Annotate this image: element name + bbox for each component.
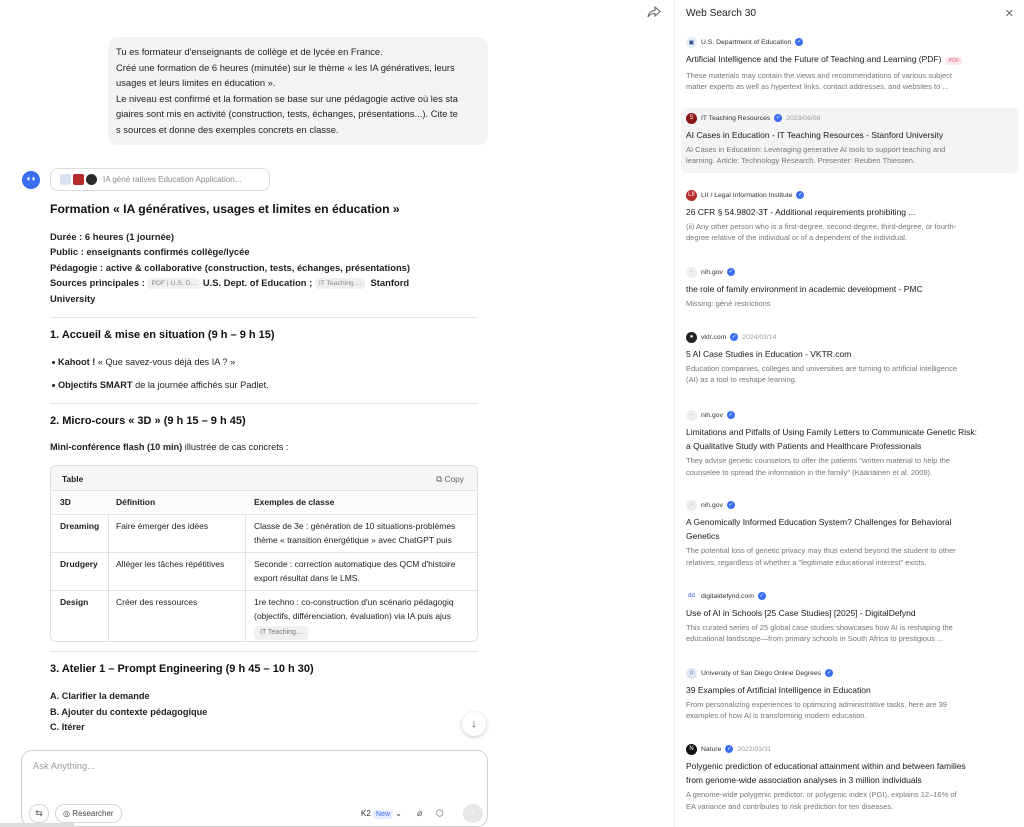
source-name: vktr.com bbox=[701, 333, 727, 341]
search-result[interactable] bbox=[681, 407, 1019, 478]
source-favicon-icon: ▣ bbox=[686, 37, 697, 48]
column-header: 3D bbox=[60, 497, 71, 507]
settings-toggle-icon[interactable]: ⇆ bbox=[29, 804, 49, 823]
description-line: relatives, regardless of whether a "legitimate educational interest" exists. bbox=[686, 557, 927, 567]
result-title-text: A Genomically Informed Education System? Challenges for Behavioral bbox=[686, 517, 952, 527]
arrow-down-icon: ↓ bbox=[471, 718, 477, 730]
result-title-text: Artificial Intelligence and the Future of Teaching and Learning (PDF) bbox=[686, 54, 942, 64]
bold-text: Kahoot ! bbox=[58, 357, 96, 367]
verified-icon: ✓ bbox=[732, 334, 737, 340]
table-cell: export résultat dans le LMS. bbox=[254, 573, 360, 583]
result-description bbox=[686, 363, 1014, 385]
web-search-panel bbox=[674, 0, 1024, 827]
table-cell: 1re techno : co-construction d'un scénario pédagogiq bbox=[254, 597, 454, 607]
result-source bbox=[686, 665, 1014, 679]
user-line: Créé une formation de 6 heures (minutée) sur le thème « les IA génératives, leurs bbox=[116, 61, 455, 73]
value: University bbox=[50, 292, 96, 304]
table-row bbox=[51, 553, 478, 591]
column-header: Exemples de classe bbox=[254, 497, 335, 507]
result-title-text: 39 Examples of Artificial Intelligence in Education bbox=[686, 685, 871, 695]
result-date: 2023/06/08 bbox=[786, 114, 821, 122]
result-title-text: Polygenic prediction of educational attainment within and between families bbox=[686, 761, 966, 771]
list-item bbox=[58, 355, 235, 369]
user-message bbox=[108, 37, 488, 145]
chevron-down-icon: ⌄ bbox=[395, 809, 402, 818]
description-line: matter experts as well as hypertext links, contact addresses, and websites to ... bbox=[686, 82, 949, 92]
researcher-button[interactable] bbox=[55, 804, 122, 823]
value: Stanford bbox=[370, 277, 410, 289]
table-header-row bbox=[51, 491, 478, 515]
description-line: From personalizing experiences to optimizing administrative tasks, here are 39 bbox=[686, 700, 947, 710]
pdf-badge: PDF bbox=[945, 57, 962, 65]
table-cell: (objectifs, différenciation, évaluation) via IA puis ajus bbox=[254, 611, 451, 621]
result-title[interactable] bbox=[686, 128, 1014, 142]
divider bbox=[50, 403, 478, 404]
description-line: learning. Article: Technology Research. Presenter: Reuben Thiessen. bbox=[686, 156, 916, 166]
value: enseignants confirmés collège/lycée bbox=[86, 246, 250, 258]
label: Sources principales : bbox=[50, 277, 148, 289]
result-source bbox=[686, 329, 1014, 343]
list-item: B. Ajouter du contexte pédagogique bbox=[50, 707, 208, 717]
result-description bbox=[686, 144, 1014, 166]
result-source bbox=[686, 497, 1014, 511]
chat-input[interactable]: Ask Anything... bbox=[33, 760, 96, 771]
section-title: 1. Accueil & mise en situation (9 h – 9 h 15) bbox=[50, 329, 275, 341]
cube-icon[interactable]: ⬡ bbox=[436, 808, 444, 818]
copy-button[interactable] bbox=[436, 474, 464, 485]
result-description bbox=[686, 298, 1014, 309]
result-title[interactable] bbox=[686, 425, 1014, 453]
table-cell: Classe de 3e : génération de 10 situations-problèmes bbox=[254, 521, 456, 531]
section-title: 2. Micro-cours « 3D » (9 h 15 – 9 h 45) bbox=[50, 415, 246, 427]
table-label: Table bbox=[62, 474, 84, 484]
list-item: A. Clarifier la demande bbox=[50, 691, 150, 701]
send-button[interactable] bbox=[463, 804, 483, 823]
source-favicon-icon: S bbox=[686, 113, 697, 124]
table-row bbox=[51, 515, 478, 553]
result-source bbox=[686, 34, 1014, 48]
scroll-down-button[interactable] bbox=[462, 712, 486, 736]
close-icon[interactable]: ✕ bbox=[1004, 8, 1014, 20]
label: Durée : bbox=[50, 231, 85, 242]
copy-label: Copy bbox=[444, 474, 464, 484]
result-source bbox=[686, 110, 1014, 124]
verified-icon: ✓ bbox=[826, 670, 832, 676]
result-title[interactable] bbox=[686, 683, 1014, 697]
result-title[interactable] bbox=[686, 52, 1014, 68]
source-favicon-icon: ⌂ bbox=[686, 668, 697, 679]
text: « Que savez-vous déjà des IA ? » bbox=[95, 357, 236, 367]
table-cell: Dreaming bbox=[60, 521, 100, 531]
text: illustrée de cas concrets : bbox=[182, 442, 289, 452]
bold-text: Objectifs SMART bbox=[58, 380, 133, 390]
source-name: nih.gov bbox=[701, 501, 723, 509]
source-favicon-icon bbox=[60, 174, 71, 185]
description-line: Missing: géné restrictions bbox=[686, 299, 771, 309]
search-result[interactable] bbox=[681, 34, 1019, 93]
source-favicon-icon: ◦ bbox=[686, 410, 697, 421]
source-favicon-icon: ◦ bbox=[686, 500, 697, 511]
user-line: s sources et donne des exemples concrets en classe. bbox=[116, 123, 339, 135]
result-title-text: Limitations and Pitfalls of Using Family Letters to Communicate Genetic Risk: bbox=[686, 427, 978, 437]
result-description bbox=[686, 622, 1014, 644]
sources-pill-label: IA géné ratives Education Application... bbox=[103, 175, 242, 184]
paragraph bbox=[50, 442, 288, 452]
table-row bbox=[51, 591, 478, 642]
value: active & collaborative (construction, tests, échanges, présentations) bbox=[105, 261, 411, 273]
source-favicon-icon: dd bbox=[686, 591, 697, 602]
result-source bbox=[686, 588, 1014, 602]
result-title[interactable] bbox=[686, 282, 1014, 296]
description-line: They advise genetic counselors to offer the patients "written material to help the bbox=[686, 456, 950, 466]
result-title[interactable] bbox=[686, 515, 1014, 543]
share-icon[interactable] bbox=[646, 4, 662, 20]
search-result[interactable] bbox=[681, 108, 1019, 173]
source-favicon-icon bbox=[86, 174, 97, 185]
result-title-text: 5 AI Case Studies in Education - VKTR.com bbox=[686, 349, 852, 359]
search-result[interactable] bbox=[681, 264, 1019, 309]
source-favicon-icon: N bbox=[686, 744, 697, 755]
source-name: nih.gov bbox=[701, 411, 723, 419]
verified-icon: ✓ bbox=[759, 593, 765, 599]
result-title[interactable] bbox=[686, 759, 1014, 787]
description-line: Education companies, colleges and universities are turning to artificial intelligence bbox=[686, 364, 957, 374]
description-line: (AI) as a tool to reshape learning. bbox=[686, 375, 797, 385]
list-item bbox=[58, 378, 269, 392]
result-source bbox=[686, 264, 1014, 278]
result-title-text: the role of family environment in academic development - PMC bbox=[686, 284, 923, 294]
text: de la journée affichés sur Padlet. bbox=[132, 380, 269, 390]
attach-icon[interactable]: ⌀ bbox=[417, 808, 423, 818]
result-title[interactable] bbox=[686, 606, 1014, 620]
description-line: degree relative of the individual or of a dependent of the individual. bbox=[686, 233, 907, 243]
source-favicon-icon: LII bbox=[686, 190, 697, 201]
verified-icon: ✓ bbox=[796, 39, 802, 45]
verified-icon: ✓ bbox=[728, 269, 734, 275]
verified-icon: ✓ bbox=[727, 746, 732, 752]
citation-chip[interactable]: IT Teaching ... bbox=[315, 278, 365, 289]
result-source bbox=[686, 187, 1014, 201]
label: Pédagogie : bbox=[50, 261, 106, 273]
user-line: Tu es formateur d'enseignants de collège et de lycée en France. bbox=[116, 46, 383, 57]
source-name: Nature bbox=[701, 745, 722, 753]
description-line: (ii) Any other person who is a first-degree, second-degree, third-degree, or fourth- bbox=[686, 222, 957, 232]
search-result[interactable] bbox=[681, 187, 1019, 244]
source-favicon-icon bbox=[73, 174, 84, 185]
divider bbox=[50, 651, 478, 652]
result-source bbox=[686, 407, 1014, 421]
verified-icon: ✓ bbox=[775, 115, 781, 121]
bold-text: Mini-conférence flash (10 min) bbox=[50, 442, 183, 452]
source-favicon-icon: ◦ bbox=[686, 267, 697, 278]
section-title: 3. Atelier 1 – Prompt Engineering (9 h 45 – 10 h 30) bbox=[50, 663, 314, 675]
result-description bbox=[686, 699, 1014, 721]
result-description bbox=[686, 455, 1014, 477]
arrow-up-icon: ↑ bbox=[470, 808, 476, 819]
description-line: The potential loss of genetic privacy may thus extend beyond the student to other bbox=[686, 546, 956, 556]
description-line: These materials may contain the views and recommendations of various subject bbox=[686, 71, 952, 81]
result-title-text: Genetics bbox=[686, 531, 720, 542]
result-title[interactable] bbox=[686, 347, 1014, 361]
result-title[interactable] bbox=[686, 205, 1014, 219]
description-line: EA variance and contributes to risk prediction for ten diseases. bbox=[686, 801, 894, 811]
user-line: Le niveau est confirmé et la formation se base sur une pédagogie active où les sta bbox=[116, 92, 458, 104]
answer-title: Formation « IA génératives, usages et limites en éducation » bbox=[50, 202, 400, 216]
copy-icon: ⧉ bbox=[436, 474, 443, 484]
search-result[interactable] bbox=[681, 665, 1019, 722]
verified-icon: ✓ bbox=[798, 192, 803, 198]
source-name: University of San Diego Online Degrees bbox=[701, 669, 822, 677]
result-description bbox=[686, 221, 1014, 243]
source-name: nih.gov bbox=[701, 268, 723, 276]
citation-chip[interactable]: PDF | U.S. D... bbox=[147, 278, 200, 289]
citation-chip[interactable]: IT Teaching... bbox=[254, 626, 308, 640]
user-line: usages et leurs limites en éducation ». bbox=[116, 77, 276, 89]
researcher-label: Researcher bbox=[72, 809, 114, 818]
source-name: U.S. Department of Education bbox=[701, 38, 792, 46]
result-title-text: 26 CFR § 54.9802-3T - Additional requirements prohibiting ... bbox=[686, 207, 916, 217]
model-label: K2 bbox=[361, 809, 371, 818]
value: U.S. Dept. of Education ; bbox=[202, 277, 313, 289]
user-line: giaires sont mis en activité (construction, tests, échanges, présentations...). Cite te bbox=[116, 108, 458, 120]
verified-icon: ✓ bbox=[728, 502, 734, 508]
source-favicon-icon: ● bbox=[686, 332, 697, 343]
description-line: This curated series of 25 global case studies showcases how AI is reshaping the bbox=[686, 623, 953, 633]
result-date: 2022/03/31 bbox=[737, 745, 772, 753]
search-result[interactable] bbox=[681, 588, 1019, 645]
result-description bbox=[686, 545, 1014, 567]
search-result[interactable] bbox=[681, 497, 1019, 568]
answer-info bbox=[50, 229, 480, 306]
source-name: digitaldefynd.com bbox=[701, 592, 754, 600]
description-line: educational landscape—from primary schools in South Africa to prestigious ... bbox=[686, 634, 944, 644]
assistant-avatar-icon bbox=[22, 171, 40, 189]
value: 6 heures (1 journée) bbox=[84, 231, 174, 242]
model-selector[interactable] bbox=[361, 809, 402, 818]
table bbox=[50, 465, 478, 642]
table-cell: Alléger les tâches répétitives bbox=[116, 559, 225, 569]
verified-icon: ✓ bbox=[728, 412, 734, 418]
result-title-text: AI Cases in Education - IT Teaching Resources - Stanford University bbox=[686, 130, 944, 140]
researcher-icon: ◎ bbox=[63, 809, 70, 818]
table-cell: Faire émerger des idées bbox=[116, 521, 209, 531]
table-cell: Design bbox=[60, 597, 89, 607]
description-line: AI Cases in Education: Leveraging generative AI tools to support teaching and bbox=[686, 145, 946, 155]
chat-input-box[interactable] bbox=[21, 750, 488, 827]
table-cell: Seconde : correction automatique des QCM d'histoire bbox=[254, 559, 456, 569]
new-badge: New bbox=[373, 810, 393, 819]
divider bbox=[50, 317, 478, 318]
result-description bbox=[686, 70, 1014, 92]
table-header-bar bbox=[51, 466, 477, 491]
search-result[interactable] bbox=[681, 329, 1019, 386]
table-cell: thème « transition énergétique » avec ChatGPT puis bbox=[254, 535, 452, 545]
result-description bbox=[686, 789, 1014, 811]
result-source bbox=[686, 741, 1014, 755]
label: Public : bbox=[50, 246, 87, 258]
panel-title: Web Search 30 bbox=[686, 8, 757, 19]
table-cell: Créer des ressources bbox=[116, 597, 198, 607]
search-result[interactable] bbox=[681, 741, 1019, 812]
sources-pill[interactable] bbox=[50, 168, 270, 191]
source-name: LII / Legal Information Institute bbox=[701, 191, 793, 199]
column-header: Définition bbox=[116, 497, 156, 507]
result-date: 2024/03/14 bbox=[742, 333, 777, 341]
description-line: A genome-wide polygenic predictor, or polygenic index (PGI), explains 12–16% of bbox=[686, 790, 957, 800]
list-item: C. Itérer bbox=[50, 722, 85, 732]
table-cell: Drudgery bbox=[60, 559, 98, 569]
result-title-text: a Qualitative Study with Patients and Healthcare Professionals bbox=[686, 441, 922, 452]
result-title-text: Use of AI in Schools [25 Case Studies] [2025] - DigitalDefynd bbox=[686, 608, 916, 618]
source-name: IT Teaching Resources bbox=[701, 114, 771, 122]
description-line: counselee to spread the information in the family" (Kääriäinen et al. 2009). bbox=[686, 467, 933, 477]
scrollbar[interactable] bbox=[0, 823, 74, 827]
result-title-text: from genome-wide association analyses in 3 million individuals bbox=[686, 775, 922, 786]
description-line: examples of how AI is transforming modern education. bbox=[686, 711, 867, 721]
